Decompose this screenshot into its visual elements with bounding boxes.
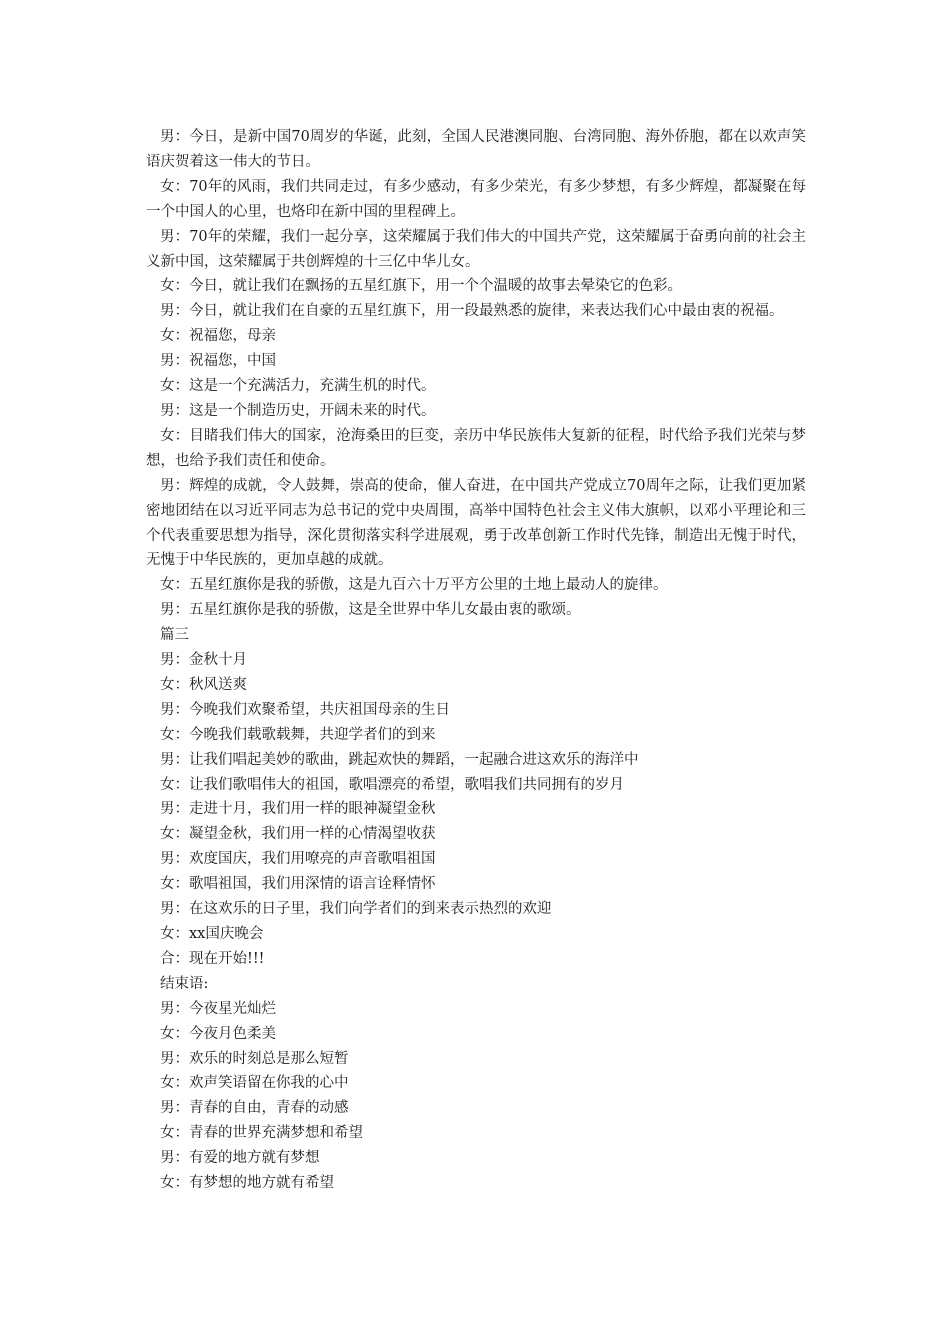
paragraph: 男：走进十月，我们用一样的眼神凝望金秋 xyxy=(160,801,436,818)
paragraph: 女：今夜月色柔美 xyxy=(160,1025,276,1042)
paragraph: 女：有梦想的地方就有希望 xyxy=(160,1175,334,1192)
paragraph: 女：xx国庆晚会 xyxy=(160,926,264,942)
paragraph: 女：凝望金秋，我们用一样的心情渴望收获 xyxy=(160,826,436,843)
paragraph: 女：秋风送爽 xyxy=(160,676,247,693)
paragraph: 男：今日，就让我们在自豪的五星红旗下，用一段最熟悉的旋律，来表达我们心中最由衷的祝福。 xyxy=(160,303,784,320)
paragraph: 男：这是一个制造历史，开阔未来的时代。 xyxy=(160,402,436,419)
paragraph: 女：歌唱祖国，我们用深情的语言诠释情怀 xyxy=(160,876,436,893)
paragraph: 女：欢声笑语留在你我的心中 xyxy=(160,1075,349,1092)
paragraph: 男：青春的自由，青春的动感 xyxy=(160,1100,349,1117)
paragraph: 女：70年的风雨，我们共同走过，有多少感动，有多少荣光，有多少梦想，有多少辉煌，都凝聚在每一个中国人的心里，也烙印在新中国的里程碑上。 xyxy=(146,178,806,220)
paragraph: 男：今日，是新中国70周岁的华诞，此刻，全国人民港澳同胞、台湾同胞、海外侨胞，都在以欢声笑语庆贺着这一伟大的节日。 xyxy=(146,129,806,170)
paragraph: 女：让我们歌唱伟大的祖国，歌唱漂亮的希望，歌唱我们共同拥有的岁月 xyxy=(160,776,624,793)
section-heading: 篇三 xyxy=(160,627,189,644)
paragraph: 男：今夜星光灿烂 xyxy=(160,1000,276,1017)
paragraph: 男：今晚我们欢聚希望，共庆祖国母亲的生日 xyxy=(160,701,450,718)
paragraph: 男：在这欢乐的日子里，我们向学者们的到来表示热烈的欢迎 xyxy=(160,901,552,918)
paragraph: 女：祝福您，母亲 xyxy=(160,328,276,345)
paragraph: 女：今晚我们载歌载舞，共迎学者们的到来 xyxy=(160,726,436,743)
section-heading: 结束语: xyxy=(160,975,209,992)
paragraph: 男：让我们唱起美妙的歌曲，跳起欢快的舞蹈，一起融合进这欢乐的海洋中 xyxy=(160,751,639,768)
paragraph: 男：辉煌的成就，令人鼓舞，崇高的使命，催人奋进，在中国共产党成立70周年之际，让我们更加紧密地团结在以习近平同志为总书记的党中央周围，高举中国特色社会主义伟大旗帜，以邓小平理论和三个代表重要思想为指导，深化贯彻落实科学进展观，勇于改革创新工作时代先锋，制造出无愧于时代，无愧于中华民族的，更加卓越的成就。 xyxy=(146,477,806,569)
paragraph: 男：金秋十月 xyxy=(160,652,247,669)
paragraph: 女：目睹我们伟大的国家，沧海桑田的巨变，亲历中华民族伟大复新的征程，时代给予我们光荣与梦想，也给予我们责任和使命。 xyxy=(146,427,806,469)
paragraph: 男：70年的荣耀，我们一起分享，这荣耀属于我们伟大的中国共产党，这荣耀属于奋勇向前的社会主义新中国，这荣耀属于共创辉煌的十三亿中华儿女。 xyxy=(146,228,806,270)
paragraph: 男：有爱的地方就有梦想 xyxy=(160,1150,320,1167)
paragraph: 男：祝福您，中国 xyxy=(160,353,276,370)
document-body xyxy=(146,125,806,1196)
paragraph: 女：五星红旗你是我的骄傲，这是九百六十万平方公里的土地上最动人的旋律。 xyxy=(160,577,668,594)
paragraph: 合：现在开始!!! xyxy=(160,950,265,967)
paragraph: 女：这是一个充满活力，充满生机的时代。 xyxy=(160,378,436,395)
paragraph: 男：欢乐的时刻总是那么短暂 xyxy=(160,1050,349,1067)
paragraph: 女：今日，就让我们在飘扬的五星红旗下，用一个个温暖的故事去晕染它的色彩。 xyxy=(160,278,682,295)
paragraph: 男：欢度国庆，我们用嘹亮的声音歌唱祖国 xyxy=(160,851,436,868)
paragraph: 男：五星红旗你是我的骄傲，这是全世界中华儿女最由衷的歌颂。 xyxy=(160,602,581,619)
paragraph: 女：青春的世界充满梦想和希望 xyxy=(160,1125,363,1142)
